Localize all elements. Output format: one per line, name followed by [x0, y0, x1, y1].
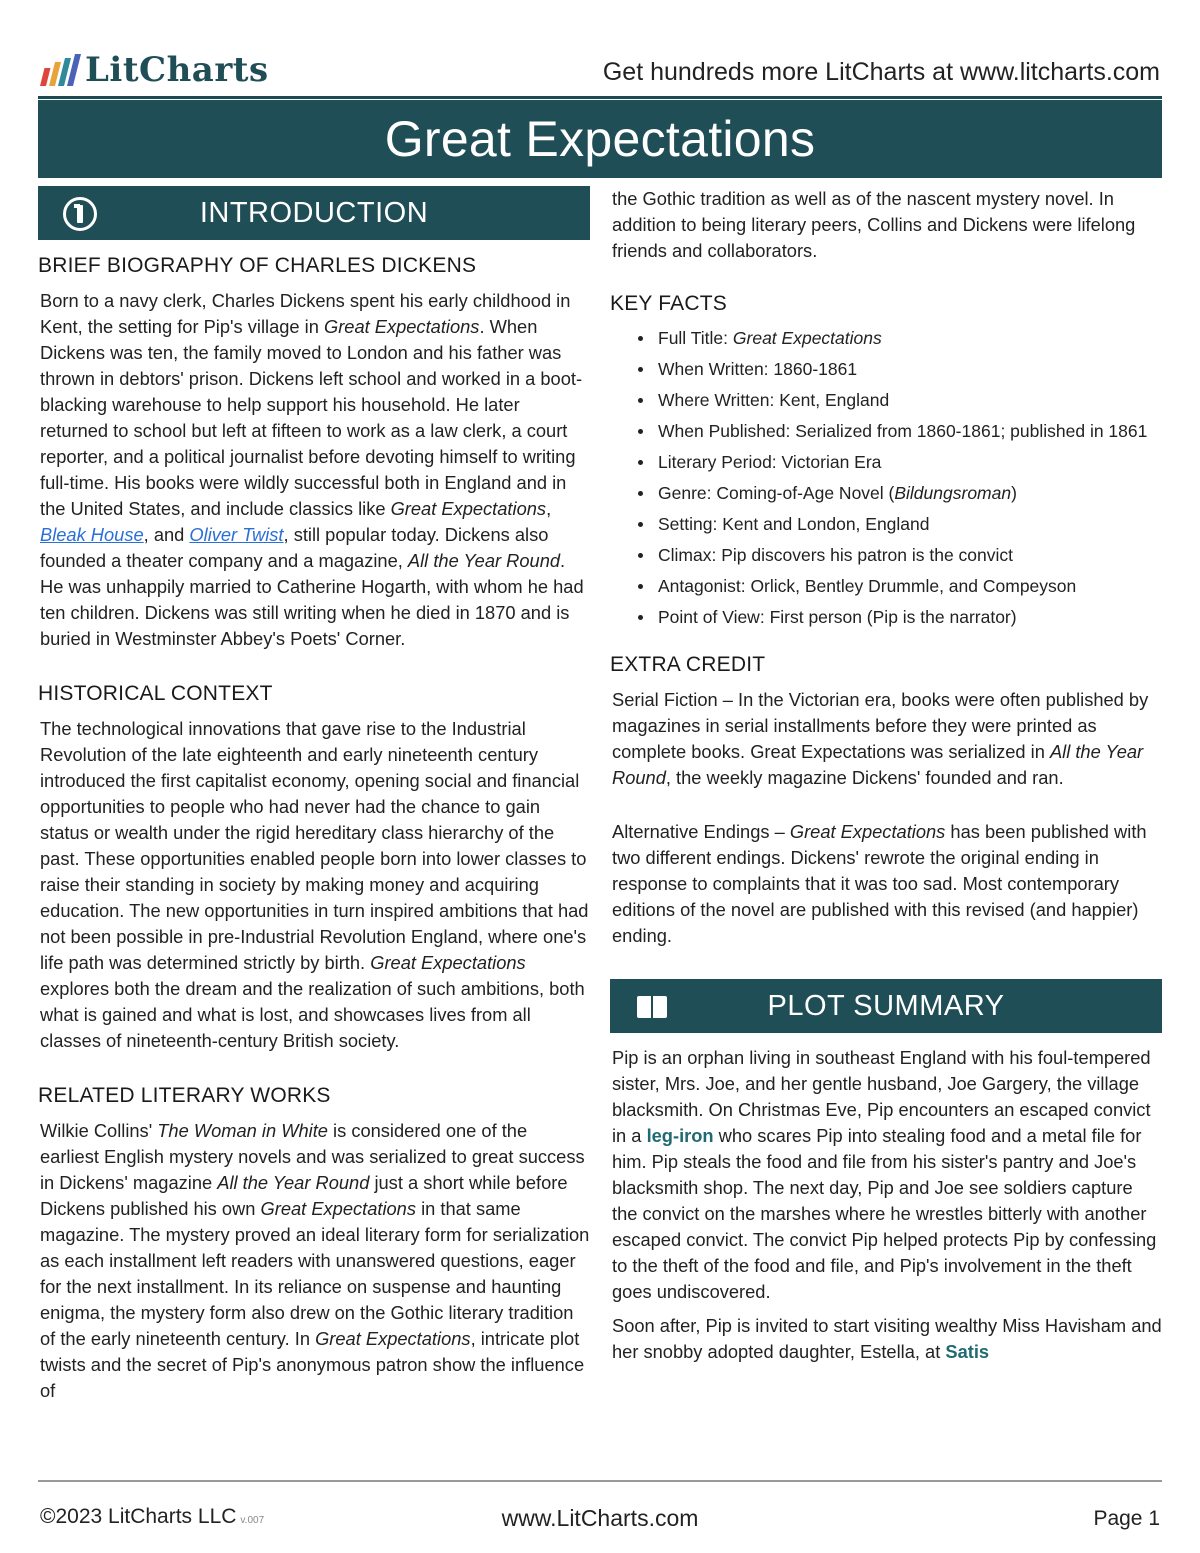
bio-heading: BRIEF BIOGRAPHY OF CHARLES DICKENS	[38, 254, 477, 277]
litcharts-logo[interactable]	[44, 50, 269, 90]
plot-summary-paragraph-2: Soon after, Pip is invited to start visiting wealthy Miss Havisham and her snobby adopted daughter, Estella, at Satis	[612, 1315, 1162, 1362]
left-column	[38, 186, 590, 1404]
extra-credit-heading: EXTRA CREDIT	[610, 653, 766, 676]
fact-item: Where Written: Kent, England	[636, 388, 1162, 412]
introduction-label: INTRODUCTION	[199, 196, 429, 229]
oliver-twist-link[interactable]: Oliver Twist	[189, 524, 284, 545]
footer-divider	[38, 1480, 1162, 1482]
fact-item: Literary Period: Victorian Era	[636, 450, 1162, 474]
alternative-endings-text: Alternative Endings – Great Expectations has been published with two different endings. Dickens' rewrote the original ending in response to complaints that it was too sad. Most contemporary editions of the novel are published with this revised (and happier) ending.	[612, 821, 1147, 946]
related-text-continued: the Gothic tradition as well as of the nascent mystery novel. In addition to being literary peers, Collins and Dickens were lifelong friends and collaborators.	[612, 188, 1136, 261]
footer-version: v.007	[240, 1515, 265, 1526]
plot-summary-label: PLOT SUMMARY	[767, 989, 1005, 1022]
page-title: Great Expectations	[384, 111, 816, 167]
key-facts-heading: KEY FACTS	[610, 292, 727, 315]
header-divider	[38, 96, 1162, 99]
book-icon	[634, 989, 670, 1025]
fact-item: When Published: Serialized from 1860-1861; published in 1861	[636, 419, 1162, 443]
header-tagline[interactable]: Get hundreds more LitCharts at www.litcharts.com	[602, 58, 1160, 86]
logo-bars-icon	[40, 54, 81, 86]
fact-item: Climax: Pip discovers his patron is the convict	[636, 543, 1162, 567]
plot-summary-paragraph-1: Pip is an orphan living in southeast England with his foul-tempered sister, Mrs. Joe, and her gentle husband, Joe Gargery, the village blacksmith. On Christmas Eve, Pip encounters an escaped convict in a leg-iron who scares Pip into stealing food and a metal file for him. Pip steals the food and file from his sister's pantry and Joe's blacksmith shop. The next day, Pip and Joe see soldiers capture the convict on the marshes where he wrestles bitterly with another escaped convict. The convict Pip helped protects Pip by confessing to the theft of the food and file, and Pip's involvement in the theft goes undiscovered.	[612, 1047, 1157, 1302]
fact-item: When Written: 1860-1861	[636, 357, 1162, 381]
introduction-header	[38, 186, 590, 240]
info-icon	[62, 196, 98, 232]
serial-fiction-text: Serial Fiction – In the Victorian era, books were often published by magazines in serial installments before they were printed as complete books. Great Expectations was serialized in All the Year Round, the weekly magazine Dickens' founded and ran.	[612, 689, 1149, 788]
footer-site-link[interactable]: www.LitCharts.com	[501, 1505, 699, 1531]
fact-item: Antagonist: Orlick, Bentley Drummle, and Compeyson	[636, 574, 1162, 598]
bleak-house-link[interactable]: Bleak House	[40, 524, 144, 545]
satis-term[interactable]: Satis	[945, 1341, 990, 1362]
footer-page-number: Page 1	[1093, 1507, 1160, 1530]
related-text: Wilkie Collins' The Woman in White is considered one of the earliest English mystery novels and was serialized to great success in Dickens' magazine All the Year Round just a short while before Dickens published his own Great Expectations in that same magazine. The mystery proved an ideal literary form for serialization as each installment left readers with unanswered questions, eager for the next installment. In its reliance on suspense and haunting enigma, the mystery form also drew on the Gothic literary tradition of the early nineteenth century. In Great Expectations, intricate plot twists and the secret of Pip's anonymous patron show the influence of	[40, 1120, 590, 1401]
fact-item: Full Title: Great Expectations	[636, 326, 1162, 350]
related-heading: RELATED LITERARY WORKS	[38, 1084, 331, 1107]
key-facts-list	[636, 326, 1162, 629]
right-column	[610, 186, 1162, 1365]
fact-item: Setting: Kent and London, England	[636, 512, 1162, 536]
historical-text: The technological innovations that gave rise to the Industrial Revolution of the late eighteenth and early nineteenth century introduced the first capitalist economy, opening social and financial opportunities to people who had never had the chance to gain status or wealth under the rigid hereditary class hierarchy of the past. These opportunities enabled people born into lower classes to raise their standing in society by making money and acquiring education. The new opportunities in turn inspired ambitions that had not been possible in pre-Industrial Revolution England, where one's life path was determined strictly by birth. Great Expectations explores both the dream and the realization of such ambitions, both what is gained and what is lost, and showcases lives from all classes of nineteenth-century British society.	[40, 718, 589, 1051]
title-banner	[38, 100, 1162, 178]
plot-summary-header	[610, 979, 1162, 1033]
historical-heading: HISTORICAL CONTEXT	[38, 682, 273, 705]
bio-text: Born to a navy clerk, Charles Dickens spent his early childhood in Kent, the setting for Pip's village in Great Expectations. When Dickens was ten, the family moved to London and his father was thrown in debtors' prison. Dickens left school and worked in a boot-blacking warehouse to help support his household. He later returned to school but left at fifteen to work as a law clerk, a court reporter, and a political journalist before devoting himself to writing full-time. His books were wildly successful both in England and in the United States, and include classics like Great Expectations, Bleak House, and Oliver Twist, still popular today. Dickens also founded a theater company and a magazine, All the Year Round. He was unhappily married to Catherine Hogarth, with whom he had ten children. Dickens was still writing when he died in 1870 and is buried in Westminster Abbey's Poets' Corner.	[40, 290, 584, 649]
logo-text: LitCharts	[85, 50, 269, 90]
fact-item: Point of View: First person (Pip is the narrator)	[636, 605, 1162, 629]
footer-copyright: ©2023 LitCharts LLC v.007	[40, 1505, 265, 1528]
leg-iron-term[interactable]: leg-iron	[646, 1125, 714, 1146]
fact-item: Genre: Coming-of-Age Novel (Bildungsroman)	[636, 481, 1162, 505]
